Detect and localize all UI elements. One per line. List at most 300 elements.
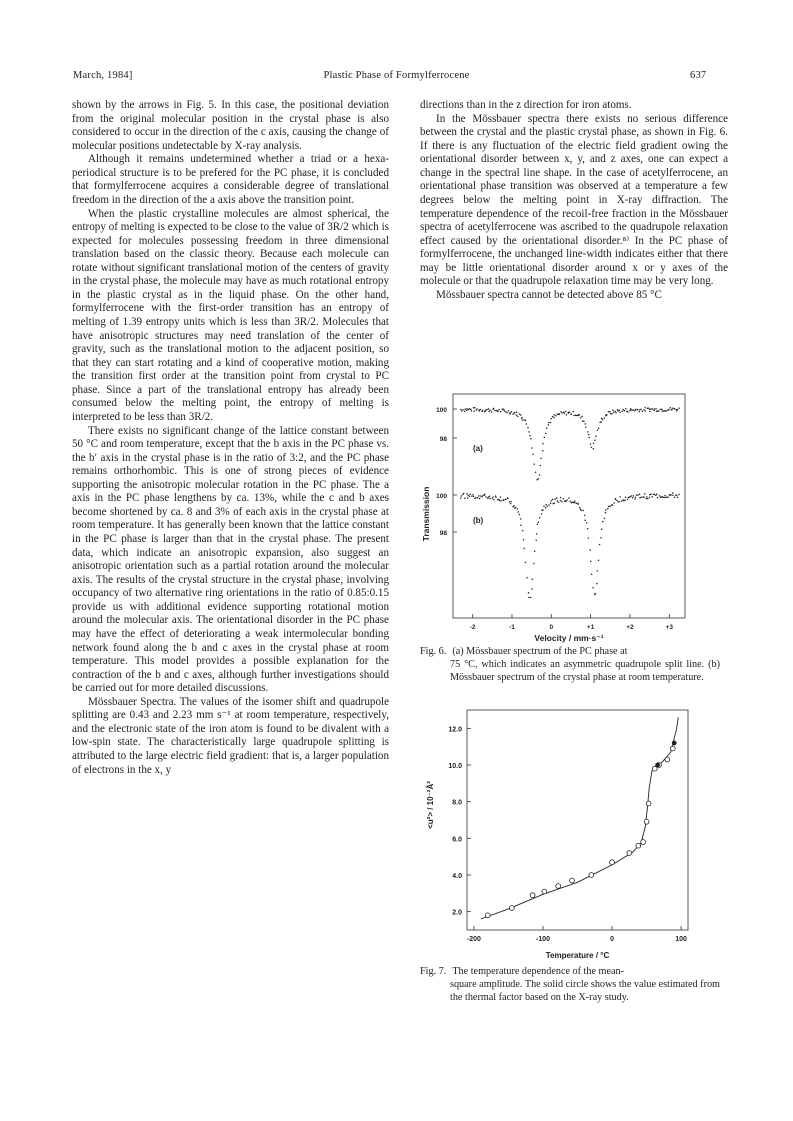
spectrum-point (621, 500, 623, 502)
data-point-open (636, 843, 641, 848)
spectrum-point (489, 410, 491, 412)
spectrum-point (627, 499, 629, 501)
spectrum-point (568, 497, 570, 499)
spectrum-point (606, 414, 608, 416)
spectrum-point (611, 413, 613, 415)
spectrum-point (569, 501, 571, 503)
spectrum-point (500, 500, 502, 502)
page-number: 637 (690, 70, 707, 81)
spectrum-point (485, 409, 487, 411)
spectrum-point (675, 409, 677, 411)
spectrum-point (625, 497, 627, 499)
spectrum-point (486, 409, 488, 411)
y-tick-label: 100 (436, 407, 447, 414)
spectrum-point (480, 409, 482, 411)
spectrum-point (541, 513, 543, 515)
spectrum-point (536, 533, 538, 535)
spectrum-point (498, 409, 500, 411)
y-tick-label: 8.0 (452, 799, 462, 807)
spectrum-point (576, 415, 578, 417)
x-axis-label: Temperature / °C (545, 951, 610, 960)
data-point-open (610, 860, 615, 865)
figure-7-mean-square-amplitude (415, 690, 735, 972)
x-tick-label: -1 (509, 624, 515, 631)
spectrum-point (665, 497, 667, 499)
spectrum-point (464, 497, 466, 499)
spectrum-point (663, 496, 665, 498)
spectrum-point (538, 521, 540, 523)
spectrum-point (623, 500, 625, 502)
spectrum-point (466, 410, 468, 412)
spectrum-point (481, 496, 483, 498)
spectrum-point (621, 410, 623, 412)
spectrum-point (561, 501, 563, 503)
spectrum-point (574, 500, 576, 502)
x-tick-label: +3 (665, 624, 673, 631)
spectrum-point (596, 570, 598, 572)
spectrum-point (646, 496, 648, 498)
data-point-open (542, 889, 547, 894)
spectrum-point (604, 518, 606, 520)
spectrum-point (485, 496, 487, 498)
spectrum-point (480, 495, 482, 497)
spectrum-point (497, 411, 499, 413)
spectrum-point (643, 409, 645, 411)
spectrum-point (580, 417, 582, 419)
spectrum-point (473, 407, 475, 409)
spectrum-point (672, 492, 674, 494)
spectrum-point (588, 537, 590, 539)
spectrum-point (545, 433, 547, 435)
figure-6-caption (420, 646, 720, 684)
x-tick-label: -2 (469, 624, 476, 631)
spectrum-point (556, 497, 558, 499)
y-axis-label: <u²> / 10⁻²Å² (426, 781, 435, 829)
spectrum-point (592, 587, 594, 589)
spectrum-point (545, 507, 547, 509)
spectrum-point (637, 494, 639, 496)
spectrum-point (587, 528, 589, 530)
spectrum-point (632, 497, 634, 499)
spectrum-point (624, 410, 626, 412)
spectrum-point (523, 548, 525, 550)
spectrum-point (469, 496, 471, 498)
spectrum-point (655, 408, 657, 410)
spectrum-point (600, 537, 602, 539)
spectrum-point (633, 495, 635, 497)
spectrum-point (599, 544, 601, 546)
y-tick-label: 10.0 (448, 763, 462, 770)
spectrum-point (467, 495, 469, 497)
spectrum-point (638, 411, 640, 413)
panel-label: (b) (473, 516, 484, 525)
spectrum-point (539, 517, 541, 519)
spectrum-point (511, 411, 513, 413)
spectrum-point (631, 409, 633, 411)
spectrum-point (543, 505, 545, 507)
spectrum-point (492, 496, 494, 498)
spectrum-point (604, 417, 606, 419)
spectrum-point (588, 437, 590, 439)
spectrum-point (678, 407, 680, 409)
spectrum-point (666, 410, 668, 412)
spectrum-point (589, 549, 591, 551)
spectrum-point (537, 523, 539, 525)
spectrum-point (517, 416, 519, 418)
figure-6-caption-rest: 75 °C, which indicates an asymmetric quadrupole split line. (b) Mössbauer spectrum of the crystal phase at room temperature. (450, 658, 720, 683)
spectrum-point (558, 501, 560, 503)
spectrum-point (644, 407, 646, 409)
spectrum-point (635, 409, 637, 411)
y-tick-label: 98 (439, 530, 447, 537)
spectrum-point (493, 499, 495, 501)
x-tick-label: +2 (626, 624, 634, 631)
spectrum-point (526, 423, 528, 425)
spectrum-point (601, 528, 603, 530)
spectrum-point (619, 410, 621, 412)
right-text-column (420, 99, 728, 302)
spectrum-point (522, 420, 524, 422)
x-tick-label: -200 (466, 936, 481, 943)
spectrum-point (559, 413, 561, 415)
spectrum-point (661, 409, 663, 411)
spectrum-point (674, 496, 676, 498)
spectrum-point (508, 410, 510, 412)
spectrum-point (489, 498, 491, 500)
spectrum-point (542, 450, 544, 452)
spectrum-point (644, 493, 646, 495)
spectrum-point (574, 502, 576, 504)
spectrum-point (597, 429, 599, 431)
spectrum-point (644, 410, 646, 412)
spectrum-point (612, 504, 614, 506)
spectrum-point (509, 501, 511, 503)
spectrum-point (514, 412, 516, 414)
spectrum-point (579, 507, 581, 509)
spectrum-point (625, 408, 627, 410)
spectrum-point (595, 435, 597, 437)
spectrum-point (528, 431, 530, 433)
spectrum-point (616, 500, 618, 502)
spectrum-point (554, 414, 556, 416)
spectrum-point (598, 427, 600, 429)
spectrum-point (537, 478, 539, 480)
spectrum-point (464, 410, 466, 412)
spectrum-point (505, 498, 507, 500)
paragraph: In the Mössbauer spectra there exists no serious difference between the crystal and the plastic crystal phase, as shown in Fig. 6. If there is any fluctuation of the electric field gradient owing the orientational disorder between x, y, and z axes, one can expect a change in the spectral line shape. In the case of acetylferrocene, an orientational phase transition was observed at a temperature a few degrees below the melting point in X-ray diffraction. The temperature dependence of the recoil-free fraction in the Mössbauer spectra of acetylferrocene was ascribed to the quadrupole relaxation effect caused by the orientational disorder.⁸⁾ In the PC phase of formylferrocene, the unchanged line-width indicates either that there may be little orientational disorder around x or y axes of the molecule or that the quadrupole relaxation time may be very long. (420, 112, 728, 288)
spectrum-point (609, 506, 611, 508)
spectrum-point (527, 427, 529, 429)
spectrum-point (581, 510, 583, 512)
spectrum-point (619, 496, 621, 498)
figure-7-caption-label: Fig. 7. (420, 966, 447, 977)
spectrum-point (531, 447, 533, 449)
x-tick-label: +1 (586, 624, 595, 631)
spectrum-point (670, 494, 672, 496)
paragraph: Mössbauer Spectra. The values of the isomer shift and quadrupole splitting are 0.43 and 2.23 mm s⁻¹ at room temperature, respectively, and the electronic state of the iron atom is found to be divalent with a low-spin state. The characteristically large quadrupole splitting is attributed to the large electric field gradient: that is, a larger population of electrons in the x, y (72, 695, 389, 776)
spectrum-point (600, 421, 602, 423)
y-tick-label: 6.0 (452, 836, 462, 844)
spectrum-point (547, 506, 549, 508)
spectrum-point (649, 497, 651, 499)
spectrum-point (583, 510, 585, 512)
spectrum-point (476, 408, 478, 410)
spectrum-point (550, 418, 552, 420)
spectrum-point (460, 409, 462, 411)
spectrum-point (637, 409, 639, 411)
spectrum-point (607, 508, 609, 510)
data-point-solid (672, 741, 677, 746)
spectrum-point (554, 503, 556, 505)
spectrum-point (526, 577, 528, 579)
data-point-open (644, 819, 649, 824)
spectrum-point (573, 415, 575, 417)
spectrum-point (540, 458, 542, 460)
spectrum-point (489, 496, 491, 498)
spectrum-point (482, 410, 484, 412)
data-point-open (556, 884, 561, 889)
figure-7-caption (420, 966, 720, 1004)
spectrum-point (676, 495, 678, 497)
spectrum-point (494, 410, 496, 412)
spectrum-point (583, 421, 585, 423)
spectrum-point (635, 497, 637, 499)
spectrum-point (639, 494, 641, 496)
paragraph: directions than in the z direction for iron atoms. (420, 99, 632, 111)
x-tick-label: -100 (535, 936, 550, 943)
spectrum-point (576, 503, 578, 505)
spectrum-point (612, 409, 614, 411)
spectrum-point (615, 499, 617, 501)
spectrum-point (636, 494, 638, 496)
spectrum-point (678, 494, 680, 496)
paragraph: Mössbauer spectra cannot be detected above 85 °C (436, 288, 662, 301)
paragraph: Although it remains undetermined whether a triad or a hexa-periodical structure is to be prefered for the PC phase, it is concluded that formylferrocene acquires a considerable degree of translational freedom in the direction of the a axis above the transition point. (72, 153, 389, 206)
spectrum-point (540, 465, 542, 467)
y-tick-label: 2.0 (452, 909, 462, 917)
spectrum-point (550, 422, 552, 424)
spectrum-point (520, 414, 522, 416)
spectrum-point (615, 412, 617, 414)
spectrum-point (552, 499, 554, 501)
spectrum-point (640, 496, 642, 498)
paragraph: There exists no significant change of the lattice constant between 50 °C and room temperature, except that the b axis in the PC phase vs. the b′ axis in the crystal phase is in the ratio of 3:2, and the PC phase remains orthorhombic. This is one of strong pieces of evidence supporting the anisotropic molecular rotation in the PC phase. The a axis in the PC phase lengthens by ca. 13%, while the c and b axes become shortened by ca. 8 and 3% of each axis in the crystal phase at room temperature. It has generally been known that the lattice constant in the PC phase is larger than that in the crystal phase. The present data, which indicate an anisotropic expansion, also suggest an anisotropic orientation such as a partial rotation around the molecular axis. The results of the crystal structure in the crystal phase, involving occupancy of two alternative ring orientations in the ratio of 0.85:0.15 provide us with additional evidence supporting rotational motion around the molecular axis. The orientational disorder in the PC phase may have the effect of deteriorating a weak intermolecular bonding network found along the b and c axes in the crystal phase at room temperature. This model provides a possible explanation for the contraction of the b and c axes, although further investigations should be carried out for more detailed discussions. (72, 424, 389, 695)
data-point-open (641, 840, 646, 845)
spectrum-point (667, 496, 669, 498)
data-point-open (665, 757, 670, 762)
spectrum-point (664, 495, 666, 497)
spectrum-point (590, 443, 592, 445)
spectrum-point (530, 438, 532, 440)
spectrum-point (462, 409, 464, 411)
spectrum-point (587, 431, 589, 433)
x-axis-label: Velocity / mm·s⁻¹ (534, 633, 604, 643)
spectrum-point (640, 408, 642, 410)
spectrum-point (531, 588, 533, 590)
spectrum-point (652, 496, 654, 498)
spectrum-point (563, 498, 565, 500)
y-tick-label: 100 (436, 493, 447, 500)
spectrum-point (579, 414, 581, 416)
spectrum-point (657, 497, 659, 499)
paragraph: When the plastic crystalline molecules are almost spherical, the entropy of melting is expected to be close to the value of 3R/2 which is expected for molecules possessing freedom in three dimensional translation based on the classic theory. Because each molecule can rotate without significant translational motion of the centers of gravity in the crystal phase, the molecule may have as much rotational entropy in the plastic crystal as in the liquid phase. On the other hand, formylferrocene with the first-order transition has an entropy of melting of 1.39 entropy units which is less than 3R/2. Molecules that have anisotropic structures may need translation of the center of gravity, such as the translational motion to the adjacent position, so that they can start rotating and a kind of cooperative motion, making the transition first order at the transition point from crystal to PC phase. Since a part of the translational entropy has already been consumed below the melting point, the entropy of melting is interpreted to be less than 3R/2. (72, 207, 389, 423)
spectrum-point (610, 413, 612, 415)
spectrum-point (506, 412, 508, 414)
plot-frame (467, 710, 688, 930)
spectrum-point (473, 496, 475, 498)
spectrum-point (472, 494, 474, 496)
spectrum-point (500, 496, 502, 498)
spectrum-point (533, 563, 535, 565)
spectrum-point (475, 497, 477, 499)
spectrum-point (593, 448, 595, 450)
spectrum-point (565, 501, 567, 503)
spectrum-point (466, 408, 468, 410)
spectrum-point (596, 583, 598, 585)
spectrum-point (478, 495, 480, 497)
spectrum-point (649, 411, 651, 413)
spectrum-point (655, 494, 657, 496)
spectrum-point (471, 495, 473, 497)
spectrum-point (585, 426, 587, 428)
spectrum-point (510, 501, 512, 503)
spectrum-point (586, 522, 588, 524)
spectrum-point (509, 413, 511, 415)
spectrum-point (577, 503, 579, 505)
spectrum-point (520, 525, 522, 527)
spectrum-point (469, 494, 471, 496)
spectrum-point (495, 496, 497, 498)
spectrum-point (634, 498, 636, 500)
data-point-open (510, 906, 515, 911)
figure-6-mossbauer-spectra (415, 378, 735, 646)
spectrum-point (555, 415, 557, 417)
spectrum-point (535, 472, 537, 474)
data-point-open (530, 893, 535, 898)
spectrum-point (491, 497, 493, 499)
spectrum-point (564, 412, 566, 414)
spectrum-point (572, 411, 574, 413)
data-point-open (646, 801, 651, 806)
spectrum-point (619, 412, 621, 414)
spectrum-point (463, 493, 465, 495)
figure-6-caption-first: (a) Mössbauer spectrum of the PC phase at (452, 646, 628, 657)
spectrum-point (528, 592, 530, 594)
spectrum-point (653, 408, 655, 410)
spectrum-point (581, 416, 583, 418)
spectrum-point (517, 508, 519, 510)
spectrum-point (566, 414, 568, 416)
data-point-open (670, 746, 675, 751)
spectrum-point (467, 497, 469, 499)
spectrum-point (595, 593, 597, 595)
spectrum-point (461, 410, 463, 412)
spectrum-point (548, 422, 550, 424)
spectrum-point (608, 506, 610, 508)
spectrum-point (565, 411, 567, 413)
spectrum-point (504, 410, 506, 412)
spectrum-point (631, 495, 633, 497)
spectrum-point (566, 499, 568, 501)
spectrum-point (646, 498, 648, 500)
spectrum-point (477, 497, 479, 499)
spectrum-point (639, 409, 641, 411)
spectrum-point (659, 409, 661, 411)
spectrum-point (471, 410, 473, 412)
spectrum-point (550, 500, 552, 502)
spectrum-point (629, 496, 631, 498)
data-point-open (627, 851, 632, 856)
spectrum-point (584, 520, 586, 522)
spectrum-point (542, 443, 544, 445)
spectrum-point (507, 498, 509, 500)
spectrum-point (672, 495, 674, 497)
spectrum-point (488, 411, 490, 413)
spectrum-point (573, 502, 575, 504)
spectrum-point (466, 493, 468, 495)
spectrum-point (464, 408, 466, 410)
spectrum-point (513, 505, 515, 507)
spectrum-point (553, 417, 555, 419)
spectrum-point (591, 446, 593, 448)
spectrum-point (634, 410, 636, 412)
spectrum-point (560, 500, 562, 502)
spectrum-point (652, 408, 654, 410)
spectrum-point (618, 501, 620, 503)
spectrum-point (545, 504, 547, 506)
spectrum-point (523, 539, 525, 541)
figure-6-caption-label: Fig. 6. (420, 646, 447, 657)
x-tick-label: 100 (675, 936, 687, 943)
spectrum-point (659, 495, 661, 497)
spectrum-point (460, 498, 462, 500)
spectrum-point (656, 493, 658, 495)
spectrum-point (500, 411, 502, 413)
spectrum-point (479, 498, 481, 500)
spectrum-point (530, 597, 532, 599)
data-point-open (589, 873, 594, 878)
spectrum-point (521, 418, 523, 420)
spectrum-point (518, 511, 520, 513)
spectrum-point (528, 597, 530, 599)
spectrum-point (488, 496, 490, 498)
figure-7-caption-rest: square amplitude. The solid circle shows the value estimated from the thermal factor based on the X-ray study. (450, 978, 720, 1003)
spectrum-point (605, 512, 607, 514)
spectrum-point (584, 514, 586, 516)
spectrum-point (601, 417, 603, 419)
spectrum-point (525, 420, 527, 422)
spectrum-point (520, 518, 522, 520)
spectrum-point (550, 503, 552, 505)
spectrum-point (605, 509, 607, 511)
spectrum-point (671, 409, 673, 411)
spectrum-point (668, 409, 670, 411)
spectrum-point (670, 407, 672, 409)
y-tick-label: 98 (439, 436, 447, 443)
spectrum-point (571, 413, 573, 415)
panel-label: (a) (473, 444, 483, 453)
spectrum-point (594, 440, 596, 442)
spectrum-point (588, 434, 590, 436)
spectrum-point (560, 497, 562, 499)
paragraph: shown by the arrows in Fig. 5. In this case, the positional deviation from the original molecular position in the crystal phase is also considered to occur in the direction of the c axis, causing the change of molecular positions undetectable by X-ray analysis. (72, 99, 389, 152)
left-text-column (72, 99, 389, 777)
spectrum-point (648, 407, 650, 409)
spectrum-point (516, 412, 518, 414)
plot-frame (453, 394, 685, 618)
spectrum-point (585, 423, 587, 425)
spectrum-point (677, 496, 679, 498)
